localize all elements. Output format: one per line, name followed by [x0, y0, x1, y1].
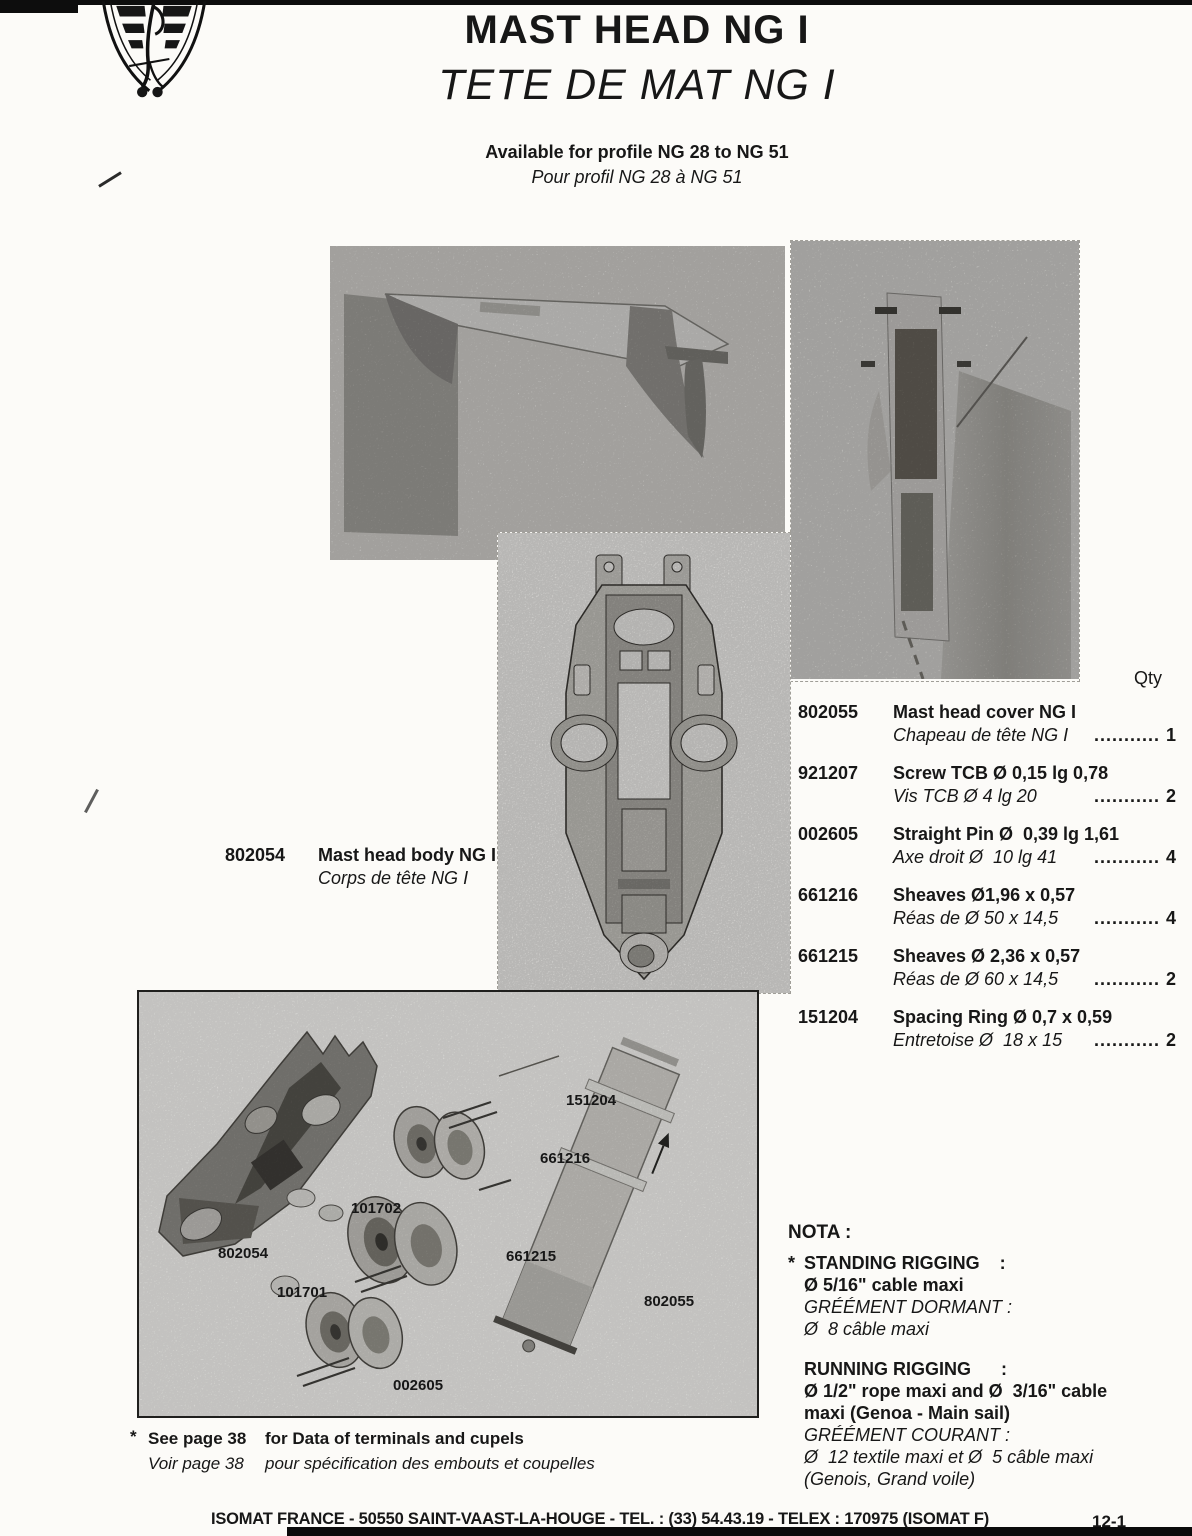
- qty-column-header: Qty: [1133, 668, 1162, 688]
- exploded-label-002605: 002605: [393, 1377, 444, 1394]
- part-row: [790, 1006, 1178, 1052]
- exploded-view-diagram: [137, 990, 759, 1418]
- scan-edge-blob: [0, 0, 78, 13]
- part-name-en: Spacing Ring Ø 0,7 x 0,59: [893, 1007, 1113, 1027]
- part-row: [790, 762, 1178, 808]
- nota-section: [788, 1222, 1192, 1490]
- exploded-label-802055: 802055: [644, 1293, 695, 1310]
- exploded-label-101701: 101701: [277, 1284, 328, 1301]
- footnote-asterisk: *: [130, 1427, 137, 1446]
- footnote-text-en: for Data of terminals and cupels: [265, 1429, 524, 1448]
- standing-rigging-fr: Ø 8 câble maxi: [804, 1319, 930, 1339]
- leader-dots: ...........: [1093, 847, 1160, 867]
- part-row: [790, 823, 1178, 869]
- page-footnote: [130, 1426, 690, 1476]
- standing-rigging-en: Ø 5/16" cable maxi: [804, 1275, 964, 1295]
- part-name-en: Sheaves Ø1,96 x 0,57: [893, 885, 1076, 905]
- leader-dots: ...........: [1093, 969, 1160, 989]
- exploded-label-661216: 661216: [540, 1150, 591, 1167]
- page-title: MAST HEAD NG I: [464, 8, 810, 52]
- part-qty: 2: [1165, 969, 1176, 989]
- part-qty: 4: [1165, 847, 1176, 867]
- part-name-en: Mast head cover NG I: [893, 702, 1077, 722]
- body-caption-ref: 802054: [225, 845, 286, 865]
- exploded-label-101702: 101702: [351, 1200, 402, 1217]
- standing-rigging-title: STANDING RIGGING :: [804, 1253, 1006, 1273]
- footnote-text-fr: pour spécification des embouts et coupelles: [265, 1454, 595, 1473]
- scan-artifact: [84, 789, 99, 813]
- part-qty: 1: [1165, 725, 1176, 745]
- page-header: [372, 0, 902, 188]
- part-qty: 2: [1165, 786, 1176, 806]
- part-name-en: Screw TCB Ø 0,15 lg 0,78: [893, 763, 1109, 783]
- mast-head-body-drawing: [497, 532, 791, 994]
- page-number: 12-1: [1092, 1512, 1127, 1531]
- leader-dots: ...........: [1093, 908, 1160, 928]
- exploded-label-151204: 151204: [566, 1092, 617, 1109]
- mast-head-cover-photo: [330, 246, 785, 560]
- standing-rigging-fr-title: GRÉÉMENT DORMANT :: [804, 1297, 1013, 1317]
- part-ref: 802055: [798, 702, 859, 722]
- running-rigging-fr2: (Genois, Grand voile): [804, 1469, 976, 1489]
- part-name-fr: Chapeau de tête NG I: [893, 725, 1069, 745]
- body-caption-name-fr: Corps de tête NG I: [318, 868, 469, 888]
- availability-en: Available for profile NG 28 to NG 51: [485, 142, 789, 162]
- running-rigging-en1: Ø 1/2" rope maxi and Ø 3/16" cable: [804, 1381, 1108, 1401]
- part-row: [790, 945, 1178, 991]
- parts-list: [790, 668, 1178, 1067]
- exploded-label-802054: 802054: [218, 1245, 269, 1262]
- footer-company-line: ISOMAT FRANCE - 50550 SAINT-VAAST-LA-HOUGE - TEL. : (33) 54.43.19 - TELEX : 170975 (ISOMAT F): [210, 1510, 990, 1528]
- part-ref: 002605: [798, 824, 859, 844]
- leader-dots: ...........: [1093, 1030, 1160, 1050]
- exploded-label-661215: 661215: [506, 1248, 557, 1265]
- body-caption-name-en: Mast head body NG I: [318, 845, 497, 865]
- part-row: [790, 884, 1178, 930]
- nota-asterisk: *: [788, 1253, 796, 1273]
- part-row: [790, 701, 1178, 747]
- part-ref: 151204: [798, 1007, 859, 1027]
- part-ref: 661216: [798, 885, 859, 905]
- part-name-fr: Réas de Ø 50 x 14,5: [893, 908, 1059, 928]
- part-name-en: Sheaves Ø 2,36 x 0,57: [893, 946, 1081, 966]
- part-name-en: Straight Pin Ø 0,39 lg 1,61: [893, 824, 1120, 844]
- page-subtitle: TETE DE MAT NG I: [438, 61, 836, 109]
- footnote-see-fr: Voir page 38: [148, 1454, 244, 1473]
- part-qty: 2: [1165, 1030, 1176, 1050]
- isomat-logo-icon: [95, 0, 213, 118]
- leader-dots: ...........: [1093, 725, 1160, 745]
- running-rigging-title: RUNNING RIGGING :: [804, 1359, 1008, 1379]
- part-name-fr: Vis TCB Ø 4 lg 20: [893, 786, 1037, 806]
- part-name-fr: Entretoise Ø 18 x 15: [893, 1030, 1063, 1050]
- running-rigging-en2: maxi (Genoa - Main sail): [804, 1403, 1011, 1423]
- running-rigging-fr1: Ø 12 textile maxi et Ø 5 câble maxi: [804, 1447, 1094, 1467]
- part-qty: 4: [1165, 908, 1176, 928]
- nota-heading: NOTA :: [788, 1222, 852, 1243]
- mast-head-top-photo: [790, 240, 1080, 682]
- part-ref: 661215: [798, 946, 859, 966]
- availability-fr: Pour profil NG 28 à NG 51: [531, 167, 743, 187]
- part-name-fr: Axe droit Ø 10 lg 41: [893, 847, 1058, 867]
- running-rigging-fr-title: GRÉÉMENT COURANT :: [804, 1425, 1011, 1445]
- scan-artifact: [98, 171, 122, 187]
- footnote-see-en: See page 38: [148, 1429, 247, 1448]
- part-ref: 921207: [798, 763, 859, 783]
- leader-dots: ...........: [1093, 786, 1160, 806]
- part-name-fr: Réas de Ø 60 x 14,5: [893, 969, 1059, 989]
